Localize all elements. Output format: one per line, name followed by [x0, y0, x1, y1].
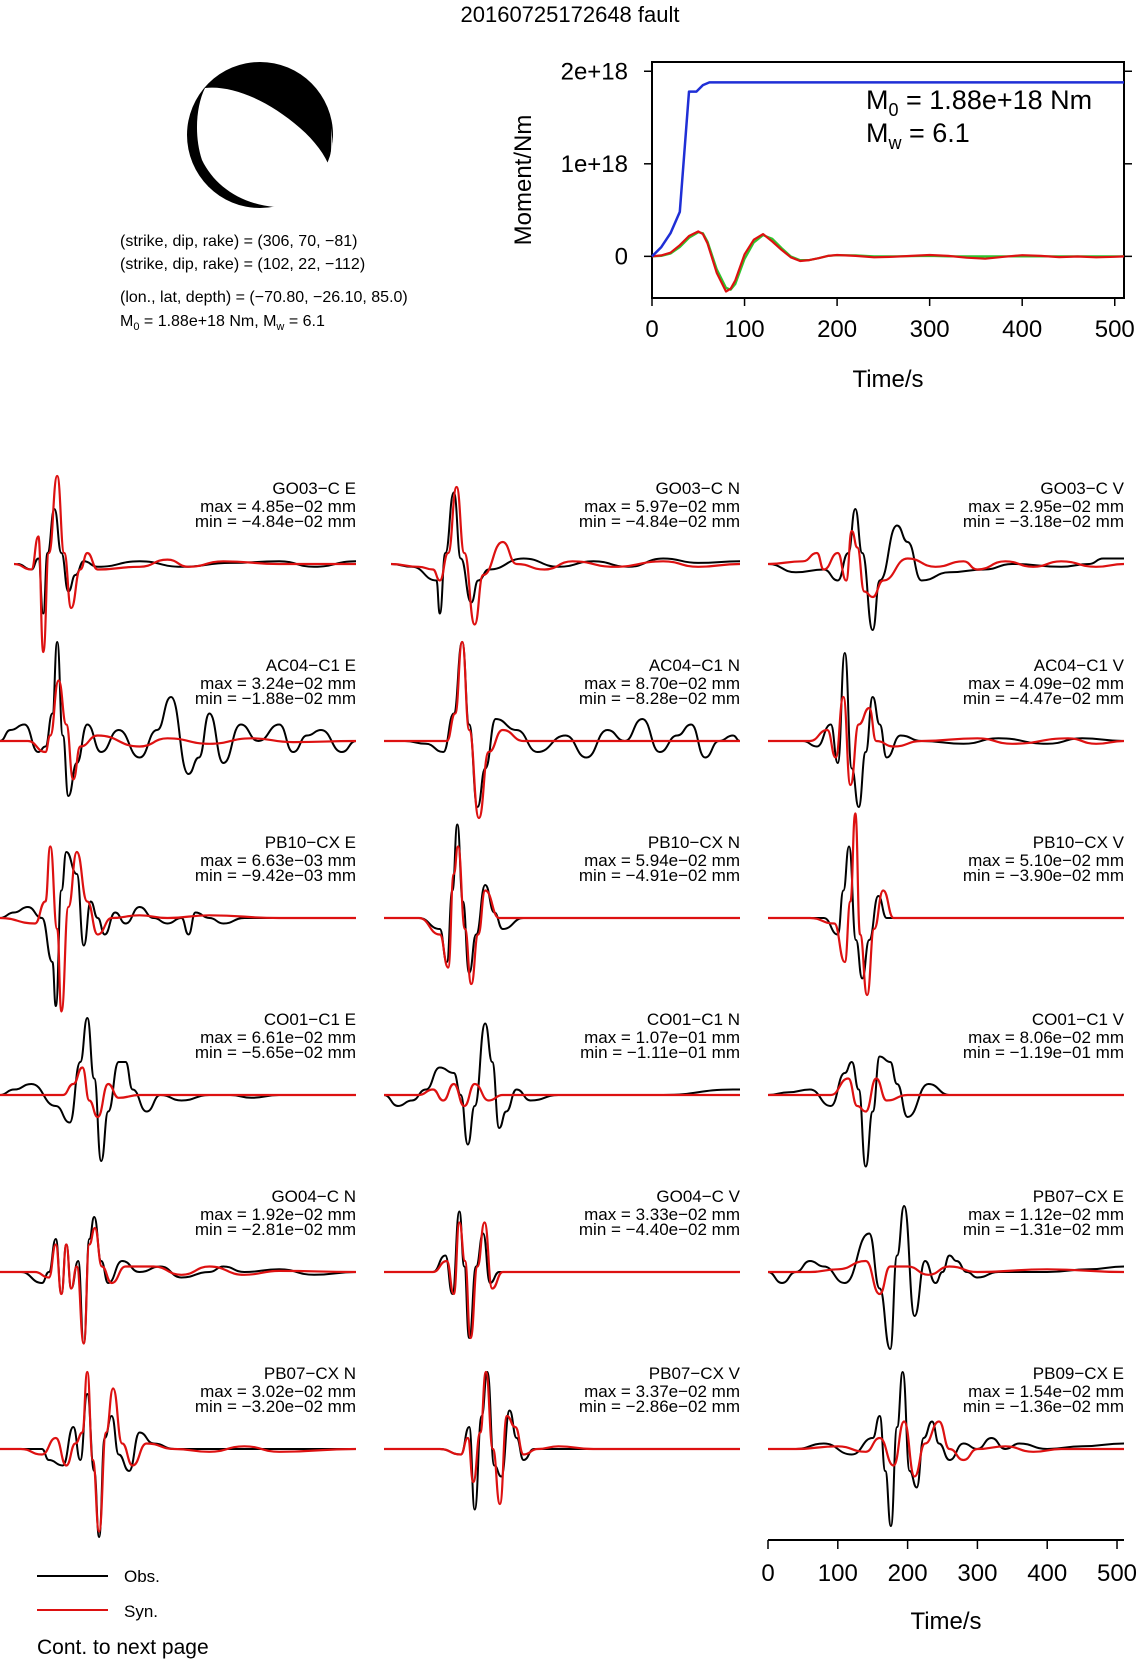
moment-annotation-annotation_m0: [866, 85, 1092, 120]
waveform-panel: [768, 1364, 1124, 1526]
moment-xtick-label: 300: [909, 316, 950, 343]
panel-min-label: min = −4.40e−02 mm: [578, 1220, 740, 1239]
waveform-panel: [768, 1010, 1125, 1167]
panel-max-label: max = 8.06e−02 mm: [968, 1028, 1124, 1047]
panel-station-label: PB07−CX N: [263, 1364, 356, 1383]
waveform-panel: [0, 1010, 356, 1161]
waveform-panel: [768, 479, 1125, 630]
footer-note: Cont. to next page: [37, 1636, 209, 1659]
annot-prefix: M: [866, 85, 889, 115]
waveform-panel: [384, 642, 740, 818]
waveform-panel: [384, 1364, 741, 1510]
panel-station-label: CO01−C1 V: [1031, 1010, 1124, 1029]
panel-max-label: max = 6.61e−02 mm: [200, 1028, 356, 1047]
panel-station-label: PB07−CX V: [648, 1364, 740, 1383]
panel-min-label: min = −3.90e−02 mm: [962, 866, 1124, 885]
waveform-panel: [0, 1364, 356, 1537]
panel-min-label: min = −9.42e−03 mm: [194, 866, 356, 885]
annot-prefix: M: [866, 118, 889, 148]
panel-max-label: max = 3.02e−02 mm: [200, 1382, 356, 1401]
moment-xtick-label: 100: [724, 316, 765, 343]
waveform-xtick-label: 200: [887, 1560, 928, 1587]
waveform-xtick-label: 100: [817, 1560, 858, 1587]
moment-series-rate-green: [652, 232, 1124, 289]
panel-min-label: min = −4.84e−02 mm: [194, 512, 356, 531]
panel-station-label: CO01−C1 N: [646, 1010, 740, 1029]
panel-min-label: min = −5.65e−02 mm: [194, 1043, 356, 1062]
panel-station-label: PB07−CX E: [1032, 1187, 1124, 1206]
panel-station-label: CO01−C1 E: [263, 1010, 356, 1029]
legend-syn-label: Syn.: [124, 1602, 159, 1621]
panel-min-label: min = −3.20e−02 mm: [194, 1397, 356, 1416]
waveform-syn-trace: [384, 1084, 740, 1106]
waveform-xtick-label: 300: [957, 1560, 998, 1587]
panel-min-label: min = −4.91e−02 mm: [578, 866, 740, 885]
panel-station-label: AC04−C1 V: [1033, 656, 1124, 675]
panel-max-label: max = 3.24e−02 mm: [200, 674, 356, 693]
mechanism-location: (lon., lat, depth) = (−70.80, −26.10, 85.0): [120, 289, 408, 306]
moment-xtick-label: 200: [817, 316, 858, 343]
waveform-panel: [384, 825, 740, 985]
waveform-syn-trace: [768, 1422, 1124, 1477]
waveform-panel: [14, 476, 356, 652]
panel-max-label: max = 4.09e−02 mm: [968, 674, 1124, 693]
moment-ytick-label: 0: [614, 243, 628, 271]
panel-max-label: max = 3.33e−02 mm: [584, 1205, 740, 1224]
panel-max-label: max = 3.37e−02 mm: [584, 1382, 740, 1401]
panel-min-label: min = −1.88e−02 mm: [194, 689, 356, 708]
waveform-panel: [768, 1187, 1124, 1349]
legend-obs-label: Obs.: [124, 1567, 160, 1586]
moment-xlabel: Time/s: [852, 366, 924, 393]
legend: [37, 1567, 160, 1621]
panel-max-label: max = 5.97e−02 mm: [584, 497, 740, 516]
panel-max-label: max = 1.07e−01 mm: [584, 1028, 740, 1047]
waveform-panel: [768, 814, 1125, 996]
moment-rate-plot: [510, 58, 1135, 393]
panel-min-label: min = −1.31e−02 mm: [962, 1220, 1124, 1239]
waveform-panel: [0, 642, 356, 796]
panel-station-label: GO03−C E: [272, 479, 356, 498]
panel-min-label: min = −1.19e−01 mm: [962, 1043, 1124, 1062]
moment-annotation-annotation_mw: [866, 118, 970, 153]
panel-station-label: GO04−C V: [656, 1187, 740, 1206]
waveform-panel: [384, 1010, 740, 1145]
annot-sub: w: [888, 133, 902, 153]
panel-station-label: PB09−CX E: [1032, 1364, 1124, 1383]
waveform-xlabel: Time/s: [910, 1608, 982, 1635]
waveform-syn-trace: [0, 1068, 356, 1118]
waveform-obs-trace: [768, 1057, 1124, 1167]
panel-min-label: min = −1.11e−01 mm: [580, 1043, 740, 1062]
waveform-panel: [768, 653, 1125, 807]
panel-max-label: max = 4.85e−02 mm: [200, 497, 356, 516]
waveform-syn-trace: [768, 531, 1124, 597]
moment-xtick-label: 400: [1002, 316, 1043, 343]
panel-min-label: min = −4.47e−02 mm: [962, 689, 1124, 708]
figure-title: 20160725172648 fault: [460, 2, 680, 27]
panel-min-label: min = −4.84e−02 mm: [578, 512, 740, 531]
panel-max-label: max = 1.54e−02 mm: [968, 1382, 1124, 1401]
panel-station-label: AC04−C1 N: [648, 656, 740, 675]
moment-xtick-label: 500: [1094, 316, 1135, 343]
panel-station-label: GO03−C V: [1040, 479, 1124, 498]
moment-ytick-label: 1e+18: [560, 150, 628, 178]
mechanism-plane1: (strike, dip, rake) = (306, 70, −81): [120, 233, 358, 250]
focal-mechanism-beachball: [187, 62, 333, 208]
panel-max-label: max = 1.92e−02 mm: [200, 1205, 356, 1224]
panel-max-label: max = 8.70e−02 mm: [584, 674, 740, 693]
moment-xtick-label: 0: [645, 316, 659, 343]
panel-min-label: min = −2.86e−02 mm: [578, 1397, 740, 1416]
panel-max-label: max = 5.94e−02 mm: [584, 851, 740, 870]
panel-max-label: max = 2.95e−02 mm: [968, 497, 1124, 516]
mechanism-plane2: (strike, dip, rake) = (102, 22, −112): [120, 256, 366, 273]
waveform-panel: [384, 1187, 741, 1338]
waveform-xtick-label: 0: [761, 1560, 775, 1587]
panel-min-label: min = −8.28e−02 mm: [578, 689, 740, 708]
panel-min-label: min = −2.81e−02 mm: [194, 1220, 356, 1239]
panel-station-label: GO03−C N: [655, 479, 740, 498]
panel-min-label: min = −1.36e−02 mm: [962, 1397, 1124, 1416]
waveform-panel: [0, 1187, 356, 1344]
waveform-xtick-label: 500: [1096, 1560, 1138, 1587]
panel-max-label: max = 6.63e−03 mm: [200, 851, 356, 870]
waveform-panel: [391, 479, 740, 625]
moment-ylabel: Moment/Nm: [510, 114, 537, 246]
annot-text: = 6.1: [901, 118, 970, 148]
waveform-grid: [0, 476, 1137, 1635]
panel-station-label: GO04−C N: [271, 1187, 356, 1206]
panel-max-label: max = 1.12e−02 mm: [968, 1205, 1124, 1224]
panel-min-label: min = −3.18e−02 mm: [962, 512, 1124, 531]
mechanism-moment: $M_0 = 1.88e+18$ Nm, $M_w = 6.1$: [120, 313, 325, 333]
annot-text: = 1.88e+18 Nm: [898, 85, 1093, 115]
panel-station-label: PB10−CX E: [264, 833, 356, 852]
panel-station-label: AC04−C1 E: [265, 656, 356, 675]
moment-ytick-label: 2e+18: [560, 58, 628, 86]
panel-station-label: PB10−CX N: [647, 833, 740, 852]
panel-station-label: PB10−CX V: [1032, 833, 1124, 852]
panel-max-label: max = 5.10e−02 mm: [968, 851, 1124, 870]
waveform-syn-trace: [384, 1223, 740, 1339]
annot-sub: 0: [888, 100, 899, 120]
waveform-xtick-label: 400: [1027, 1560, 1068, 1587]
waveform-panel: [0, 833, 356, 1012]
mechanism-info: [120, 233, 408, 333]
waveform-syn-trace: [768, 1079, 1124, 1112]
